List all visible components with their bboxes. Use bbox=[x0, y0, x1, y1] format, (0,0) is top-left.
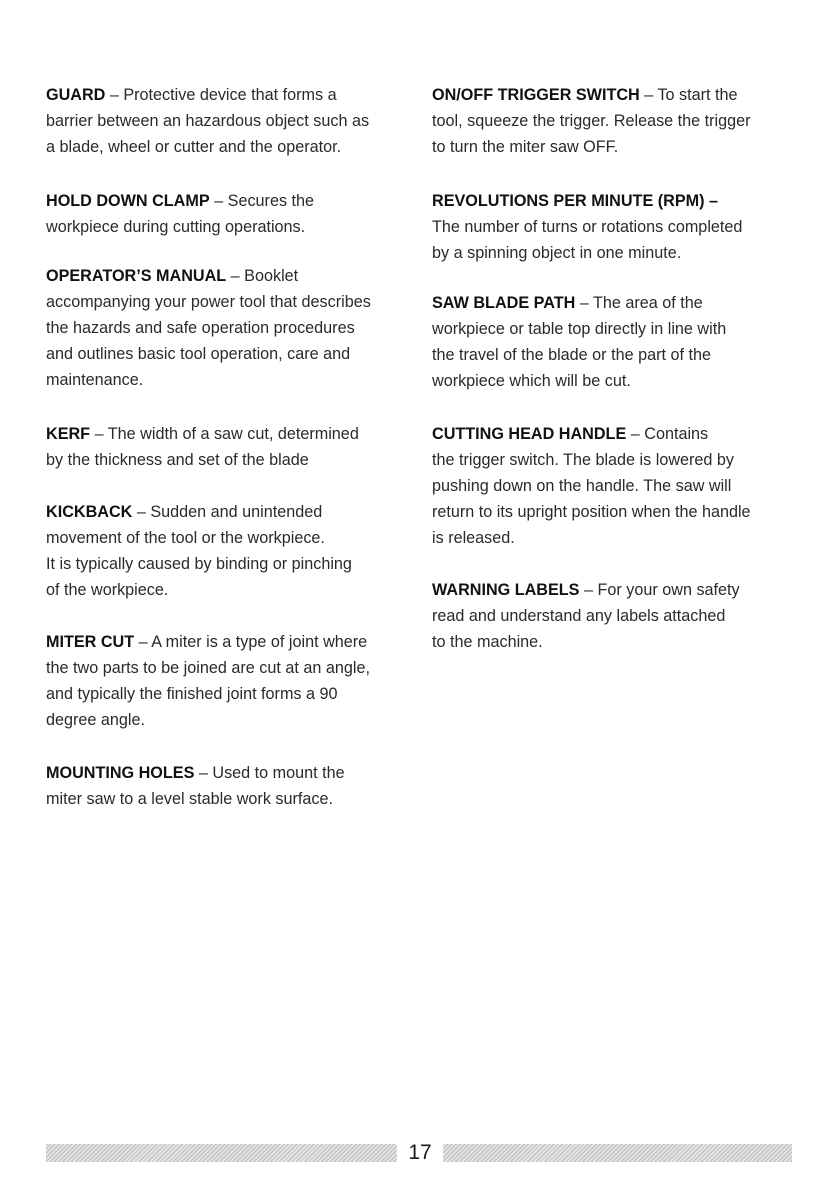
glossary-term: MOUNTING HOLES bbox=[46, 764, 195, 782]
glossary-term: HOLD DOWN CLAMP bbox=[46, 192, 210, 210]
glossary-term: REVOLUTIONS PER MINUTE (RPM) – bbox=[432, 192, 718, 210]
glossary-entry-revolutions-per-minute bbox=[432, 188, 742, 266]
glossary-entry-hold-down-clamp bbox=[46, 188, 314, 240]
glossary-entry-cutting-head-handle bbox=[432, 421, 751, 551]
glossary-definition-line: a blade, wheel or cutter and the operator. bbox=[46, 138, 342, 156]
glossary-definition-line: and outlines basic tool operation, care and bbox=[46, 345, 351, 363]
glossary-definition-line: workpiece which will be cut. bbox=[432, 372, 631, 390]
glossary-entry-saw-blade-path bbox=[432, 290, 726, 394]
glossary-definition-line: the travel of the blade or the part of the bbox=[432, 346, 711, 364]
footer-hatch-bar-right bbox=[443, 1144, 792, 1162]
glossary-definition-line: – Used to mount the bbox=[194, 764, 345, 782]
glossary-definition-line: workpiece during cutting operations. bbox=[46, 218, 306, 236]
glossary-definition-line: miter saw to a level stable work surface. bbox=[46, 790, 333, 808]
glossary-definition-line: barrier between an hazardous object such as bbox=[46, 112, 370, 130]
glossary-entry-on-off-trigger-switch bbox=[432, 82, 751, 160]
glossary-definition-line: – Protective device that forms a bbox=[105, 86, 337, 104]
glossary-definition-line: pushing down on the handle. The saw will bbox=[432, 477, 732, 495]
glossary-entry-kickback bbox=[46, 499, 352, 603]
glossary-definition-line: is released. bbox=[432, 529, 515, 547]
glossary-term: KICKBACK bbox=[46, 503, 133, 521]
glossary-entry-guard bbox=[46, 82, 369, 160]
glossary-term: KERF bbox=[46, 425, 91, 443]
glossary-entry-kerf bbox=[46, 421, 359, 473]
glossary-definition-line: – The area of the bbox=[575, 294, 703, 312]
glossary-entry-warning-labels bbox=[432, 577, 740, 655]
glossary-definition-line: – To start the bbox=[639, 86, 738, 104]
page-footer bbox=[46, 1141, 792, 1165]
glossary-definition-line: – The width of a saw cut, determined bbox=[90, 425, 359, 443]
glossary-definition-line: – Sudden and unintended bbox=[132, 503, 323, 521]
glossary-definition-line: workpiece or table top directly in line with bbox=[432, 320, 727, 338]
glossary-definition-line: to turn the miter saw OFF. bbox=[432, 138, 619, 156]
glossary-definition-line: by the thickness and set of the blade bbox=[46, 451, 309, 469]
glossary-definition-line: maintenance. bbox=[46, 371, 144, 389]
glossary-entry-miter-cut bbox=[46, 629, 370, 733]
glossary-definition-line: of the workpiece. bbox=[46, 581, 169, 599]
glossary-definition-line: accompanying your power tool that describes bbox=[46, 293, 371, 311]
glossary-definition-line: the two parts to be joined are cut at an angle, bbox=[46, 659, 370, 677]
glossary-definition-line: to the machine. bbox=[432, 633, 543, 651]
glossary-definition-line: the hazards and safe operation procedures bbox=[46, 319, 355, 337]
glossary-definition-line: by a spinning object in one minute. bbox=[432, 244, 682, 262]
glossary-definition-line: movement of the tool or the workpiece. bbox=[46, 529, 325, 547]
glossary-term: WARNING LABELS bbox=[432, 581, 580, 599]
glossary-term: CUTTING HEAD HANDLE bbox=[432, 425, 627, 443]
glossary-term: OPERATOR’S MANUAL bbox=[46, 267, 227, 285]
page-number: 17 bbox=[408, 1141, 432, 1164]
glossary-entry-mounting-holes bbox=[46, 760, 345, 812]
glossary-term: ON/OFF TRIGGER SWITCH bbox=[432, 86, 640, 104]
glossary-definition-line: – Booklet bbox=[226, 267, 299, 285]
glossary-definition-line: – A miter is a type of joint where bbox=[134, 633, 368, 651]
glossary-definition-line: – Contains bbox=[626, 425, 709, 443]
glossary-definition-line: It is typically caused by binding or pinching bbox=[46, 555, 352, 573]
glossary-definition-line: tool, squeeze the trigger. Release the trigger bbox=[432, 112, 751, 130]
glossary-definition-line: and typically the finished joint forms a 90 bbox=[46, 685, 338, 703]
glossary-definition-line: return to its upright position when the handle bbox=[432, 503, 751, 521]
glossary-definition-line: read and understand any labels attached bbox=[432, 607, 726, 625]
glossary-definition-line: degree angle. bbox=[46, 711, 146, 729]
glossary-definition-line: The number of turns or rotations completed bbox=[432, 218, 743, 236]
glossary-definition-line: – Secures the bbox=[209, 192, 315, 210]
glossary-term: SAW BLADE PATH bbox=[432, 294, 576, 312]
glossary-entry-operators-manual bbox=[46, 263, 371, 393]
glossary-term: GUARD bbox=[46, 86, 106, 104]
glossary-term: MITER CUT bbox=[46, 633, 135, 651]
glossary-definition-line: the trigger switch. The blade is lowered by bbox=[432, 451, 735, 469]
glossary-definition-line: – For your own safety bbox=[579, 581, 740, 599]
footer-hatch-bar-left bbox=[46, 1144, 397, 1162]
